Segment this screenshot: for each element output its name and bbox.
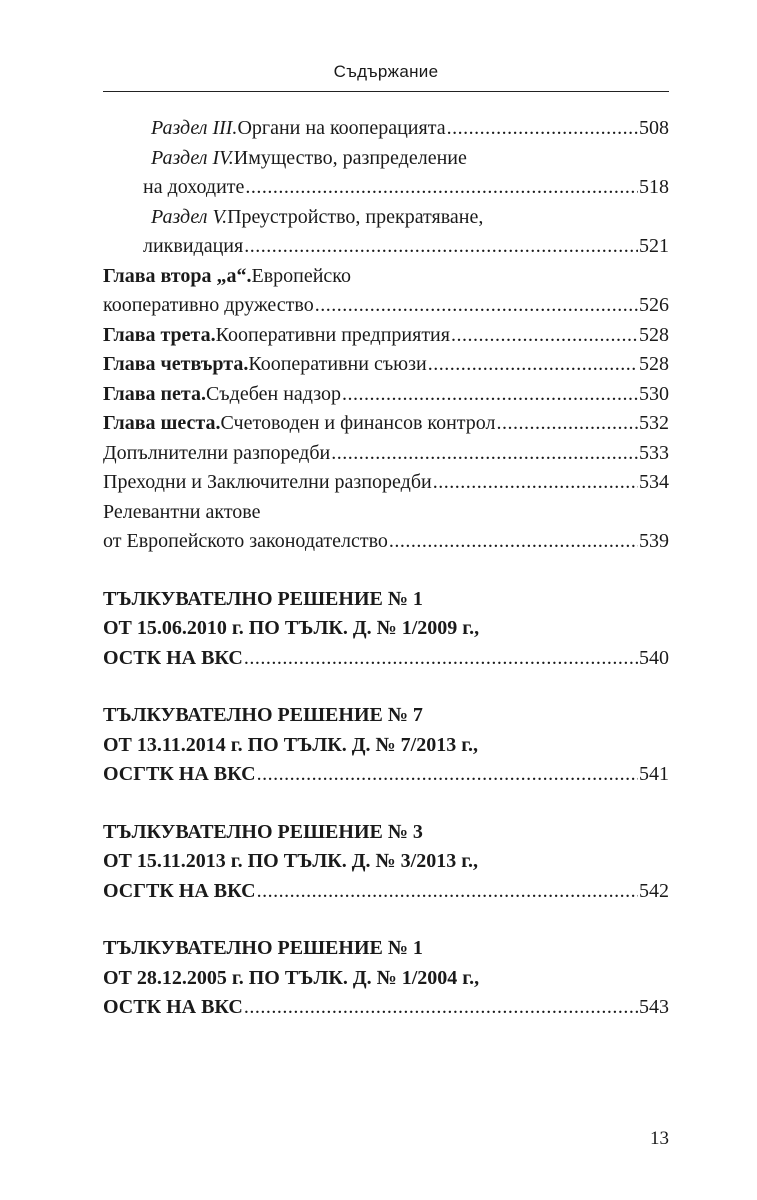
toc-entry-label: Глава трета. xyxy=(103,323,216,346)
toc-entry-title: Имущество, разпределение xyxy=(233,146,467,169)
decision-subtitle: ОТ 28.12.2005 г. ПО ТЪЛК. Д. № 1/2004 г., xyxy=(103,966,480,989)
table-of-contents xyxy=(103,114,669,1023)
decision-court: ОСТК НА ВКС xyxy=(103,996,243,1018)
spacer xyxy=(103,790,669,818)
toc-entry-title: Преустройство, прекратяване, xyxy=(227,205,484,228)
toc-entry-label: Раздел V. xyxy=(151,205,228,228)
header-rule xyxy=(103,91,669,92)
toc-entry-title: Кооперативни съюзи xyxy=(248,353,427,375)
toc-entry-dopalnitelni[interactable] xyxy=(103,439,669,469)
toc-entry-glava-2a-line1[interactable] xyxy=(103,262,669,292)
decision-subtitle: ОТ 15.11.2013 г. ПО ТЪЛК. Д. № 3/2013 г., xyxy=(103,850,479,872)
spacer xyxy=(103,673,669,701)
decision-title: ТЪЛКУВАТЕЛНО РЕШЕНИЕ № 1 xyxy=(103,587,423,610)
decision-court-line xyxy=(103,993,669,1023)
dot-leader xyxy=(244,232,638,262)
toc-entry-glava-2a-line2[interactable] xyxy=(103,291,669,321)
toc-entry-label: Раздел III. xyxy=(151,117,238,139)
decision-title: ТЪЛКУВАТЕЛНО РЕШЕНИЕ № 7 xyxy=(103,704,423,726)
dot-leader xyxy=(389,527,638,557)
decision-court-line xyxy=(103,877,669,907)
toc-entry-prehodni[interactable] xyxy=(103,468,669,498)
decision-court: ОСГТК НА ВКС xyxy=(103,763,256,785)
toc-entry-title: Релевантни актове xyxy=(103,500,261,523)
dot-leader xyxy=(257,877,638,907)
dot-leader xyxy=(315,291,638,321)
dot-leader xyxy=(428,350,638,380)
toc-page-number: 528 xyxy=(639,353,669,375)
toc-decision-2[interactable] xyxy=(103,701,669,790)
decision-title: ТЪЛКУВАТЕЛНО РЕШЕНИЕ № 3 xyxy=(103,820,423,843)
toc-page-number: 518 xyxy=(639,176,669,198)
toc-entry-title: ликвидация xyxy=(143,235,244,257)
running-header: Съдържание xyxy=(333,62,439,81)
toc-page-number: 532 xyxy=(639,412,669,434)
dot-leader xyxy=(433,468,638,498)
toc-entry-title: на доходите xyxy=(143,176,245,198)
toc-entry-title: кооперативно дружество xyxy=(103,294,314,316)
toc-decision-4[interactable] xyxy=(103,934,669,1023)
toc-entry-razdel-5-line1[interactable] xyxy=(103,203,669,233)
dot-leader xyxy=(342,380,638,410)
toc-entry-relevantni-line1[interactable] xyxy=(103,498,669,528)
page-number: 13 xyxy=(650,1128,669,1149)
toc-entry-relevantni-line2[interactable] xyxy=(103,527,669,557)
toc-page-number: 508 xyxy=(639,117,669,139)
spacer xyxy=(103,557,669,585)
dot-leader xyxy=(244,993,638,1023)
toc-page-number: 534 xyxy=(639,471,669,493)
toc-entry-glava-5[interactable] xyxy=(103,380,669,410)
decision-subtitle: ОТ 15.06.2010 г. ПО ТЪЛК. Д. № 1/2009 г., xyxy=(103,617,480,639)
dot-leader xyxy=(245,173,638,203)
toc-decision-1[interactable] xyxy=(103,585,669,674)
decision-court-line xyxy=(103,760,669,790)
toc-entry-label: Раздел IV. xyxy=(151,146,234,169)
toc-entry-title: Преходни и Заключителни разпоредби xyxy=(103,471,432,493)
toc-entry-glava-3[interactable] xyxy=(103,321,669,351)
decision-title: ТЪЛКУВАТЕЛНО РЕШЕНИЕ № 1 xyxy=(103,937,423,959)
decision-court: ОСТК НА ВКС xyxy=(103,646,243,669)
toc-entry-title: Кооперативни предприятия xyxy=(215,323,450,346)
decision-subtitle: ОТ 13.11.2014 г. ПО ТЪЛК. Д. № 7/2013 г., xyxy=(103,733,479,756)
toc-entry-glava-6[interactable] xyxy=(103,409,669,439)
spacer xyxy=(103,906,669,934)
toc-page-number: 543 xyxy=(639,996,669,1018)
dot-leader xyxy=(244,644,638,674)
toc-page-number: 541 xyxy=(639,763,669,785)
toc-entry-title: от Европейското законодателство xyxy=(103,530,388,552)
toc-page-number: 521 xyxy=(639,235,669,257)
dot-leader xyxy=(497,409,638,439)
toc-entry-title: Съдебен надзор xyxy=(205,382,341,405)
toc-decision-3[interactable] xyxy=(103,818,669,907)
toc-page-number: 539 xyxy=(639,530,669,552)
toc-page-number: 528 xyxy=(639,323,669,346)
dot-leader xyxy=(331,439,638,469)
decision-court: ОСГТК НА ВКС xyxy=(103,879,256,902)
toc-entry-glava-4[interactable] xyxy=(103,350,669,380)
toc-entry-razdel-4-line1[interactable] xyxy=(103,144,669,174)
toc-page-number: 526 xyxy=(639,294,669,316)
toc-entry-title: Европейско xyxy=(251,264,352,287)
toc-page-number: 530 xyxy=(639,382,669,405)
toc-entry-title: Счетоводен и финансов контрол xyxy=(220,412,496,434)
toc-page-number: 540 xyxy=(639,646,669,669)
toc-page-number: 542 xyxy=(639,879,669,902)
dot-leader xyxy=(447,114,638,144)
dot-leader xyxy=(451,321,638,351)
toc-entry-title: Органи на кооперацията xyxy=(237,117,446,139)
decision-court-line xyxy=(103,644,669,674)
toc-entry-label: Глава четвърта. xyxy=(103,353,249,375)
toc-entry-title: Допълнителни разпоредби xyxy=(103,441,331,464)
toc-entry-razdel-4-line2[interactable] xyxy=(103,173,669,203)
dot-leader xyxy=(257,760,638,790)
toc-entry-label: Глава втора „а“. xyxy=(103,264,252,287)
toc-entry-razdel-3[interactable] xyxy=(103,114,669,144)
toc-entry-label: Глава шеста. xyxy=(103,412,221,434)
toc-page-number: 533 xyxy=(639,441,669,464)
toc-entry-razdel-5-line2[interactable] xyxy=(103,232,669,262)
toc-entry-label: Глава пета. xyxy=(103,382,206,405)
